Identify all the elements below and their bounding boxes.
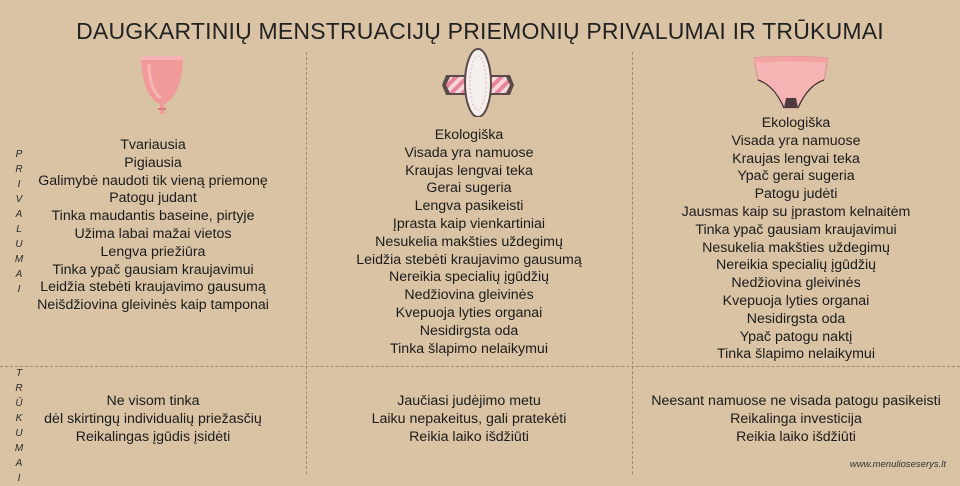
menstrual-cup-icon <box>137 52 187 118</box>
side-label-letter: A <box>15 458 23 469</box>
advantage-item: Kraujas lengvai teka <box>732 150 860 167</box>
advantage-item: Visada yra namuose <box>731 132 861 149</box>
side-label-letter: K <box>15 413 23 424</box>
advantage-item: Leidžia stebėti kraujavimo gausumą <box>40 279 266 296</box>
advantage-item: Tinka ypač gausiam kraujavimui <box>52 261 254 278</box>
advantage-item: Nedžiovina gleivinės <box>404 287 534 304</box>
disadvantage-item: Laiku nepakeitus, gali pratekėti <box>371 410 567 427</box>
period-panties-icon <box>752 52 830 112</box>
advantage-item: Nesidirgsta oda <box>419 322 519 339</box>
cloth-pad-icon <box>440 45 516 117</box>
side-label-letter: M <box>14 254 24 265</box>
advantage-item: Užima labai mažai vietos <box>74 225 232 242</box>
advantage-item: Ekologiška <box>761 115 831 131</box>
advantage-item: Nesidirgsta oda <box>746 310 846 327</box>
disadvantage-item: Neesant namuose ne visada patogu pasikeisti <box>651 393 941 409</box>
advantage-item: Leidžia stebėti kraujavimo gausumą <box>356 251 582 268</box>
advantage-item: Ypač gerai sugeria <box>737 168 855 185</box>
disadvantage-item: Ne visom tinka <box>106 393 200 409</box>
side-label-letter: L <box>16 224 22 235</box>
advantage-item: Lengva pasikeisti <box>414 198 524 215</box>
advantage-item: Nesukelia makšties uždegimų <box>702 239 890 256</box>
advantage-item: Kvepuoja lyties organai <box>395 304 543 321</box>
advantage-item: Kvepuoja lyties organai <box>722 292 870 309</box>
cup-advantages-list <box>0 137 306 315</box>
advantage-item: Tvariausia <box>120 137 186 153</box>
side-label-letter: R <box>15 383 23 394</box>
side-label-letter: U <box>15 239 23 250</box>
advantage-item: Pigiausia <box>124 154 182 171</box>
disadvantage-item: dėl skirtingų individualių priežasčių <box>44 410 262 427</box>
pad-disadvantages-list <box>306 393 632 446</box>
disadvantage-item: Reikalingas įgūdis įsidėti <box>75 428 231 445</box>
side-label-letter: A <box>15 209 23 220</box>
advantage-item: Visada yra namuose <box>404 144 534 161</box>
advantage-item: Nereikia specialių įgūdžių <box>715 257 877 274</box>
panties-advantages-list <box>632 115 960 364</box>
advantage-item: Tinka ypač gausiam kraujavimui <box>695 221 897 238</box>
website-watermark: www.menulioseserys.lt <box>849 459 946 470</box>
advantage-item: Neišdžiovina gleivinės kaip tamponai <box>37 297 269 314</box>
side-label-letter: R <box>15 164 23 175</box>
disadvantage-item: Reikia laiko išdžiūti <box>409 428 529 445</box>
advantage-item: Nedžiovina gleivinės <box>731 275 861 292</box>
section-divider <box>0 366 960 367</box>
advantage-item: Nesukelia makšties uždegimų <box>375 233 563 250</box>
advantage-item: Ekologiška <box>434 127 504 143</box>
advantage-item: Patogu judėti <box>754 186 838 203</box>
page-title: DAUGKARTINIŲ MENSTRUACIJŲ PRIEMONIŲ PRIVALUMAI IR TRŪKUMAI <box>76 18 884 44</box>
cup-disadvantages-list <box>0 393 306 446</box>
side-label-letter: V <box>15 194 23 205</box>
side-label-letter: U <box>15 428 23 439</box>
advantage-item: Gerai sugeria <box>426 180 512 197</box>
advantage-item: Tinka šlapimo nelaikymui <box>717 346 875 363</box>
side-label-letter: Ū <box>15 398 23 409</box>
advantage-item: Kraujas lengvai teka <box>405 162 533 179</box>
advantage-item: Tinka maudantis baseine, pirtyje <box>51 208 255 225</box>
pad-advantages-list <box>306 127 632 358</box>
advantage-item: Įprasta kaip vienkartiniai <box>392 215 546 232</box>
disadvantage-item: Reikalinga investicija <box>730 410 862 427</box>
side-label-letter: I <box>17 179 21 190</box>
side-label-letter: I <box>17 284 21 295</box>
advantage-item: Lengva priežiūra <box>100 243 206 260</box>
disadvantage-item: Reikia laiko išdžiūti <box>736 428 856 445</box>
side-label-letter: I <box>17 473 21 484</box>
advantage-item: Patogu judant <box>109 190 197 207</box>
side-label-letter: P <box>15 149 23 160</box>
advantage-item: Jausmas kaip su įprastom kelnaitėm <box>681 203 911 220</box>
advantage-item: Tinka šlapimo nelaikymui <box>390 340 548 357</box>
side-label-letter: A <box>15 269 23 280</box>
side-label-letter: T <box>15 368 23 379</box>
advantage-item: Galimybė naudoti tik vieną priemonę <box>38 172 268 189</box>
advantage-item: Nereikia specialių įgūdžių <box>388 269 550 286</box>
advantage-item: Ypač patogu naktį <box>739 328 853 345</box>
side-label-letter: M <box>14 443 24 454</box>
panties-disadvantages-list <box>632 393 960 446</box>
disadvantage-item: Jaučiasi judėjimo metu <box>397 393 541 409</box>
